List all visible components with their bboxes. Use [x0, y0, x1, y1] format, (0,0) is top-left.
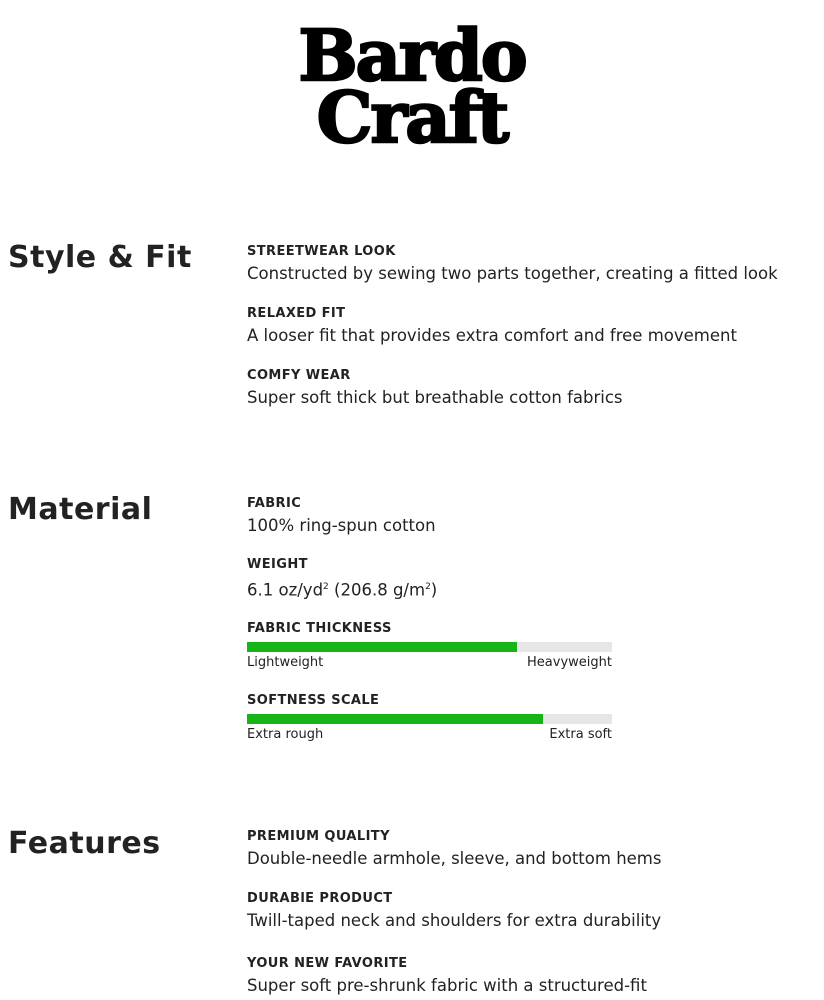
feature-item [247, 368, 817, 409]
scale-min-label: Extra rough [247, 727, 324, 742]
feature-text: Super soft thick but breathable cotton fabrics [247, 388, 623, 407]
scale-track [247, 714, 612, 724]
weight-value: 6.1 oz/yd [247, 580, 324, 600]
logo-line-1: Bardo [298, 18, 526, 97]
feature-item [247, 244, 817, 285]
scale-min-label: Lightweight [247, 655, 324, 670]
feature-item [247, 829, 817, 870]
material-weight [247, 557, 817, 602]
feature-label: YOUR NEW FAVORITE [247, 956, 408, 971]
weight-text [247, 576, 817, 602]
softness-scale [247, 693, 612, 742]
weight-value-sup: 2 [323, 582, 329, 592]
scale-label: SOFTNESS SCALE [247, 693, 380, 708]
weight-metric-suffix: ) [430, 580, 438, 600]
feature-label: PREMIUM QUALITY [247, 829, 390, 844]
weight-label: WEIGHT [247, 557, 308, 572]
material-fabric [247, 496, 817, 537]
section-title-style-fit: Style & Fit [8, 240, 192, 275]
feature-text: Double-needle armhole, sleeve, and bottom hems [247, 849, 662, 868]
fabric-text: 100% ring-spun cotton [247, 516, 436, 535]
feature-label: DURABlE PRODUCT [247, 891, 393, 906]
feature-label: STREETWEAR LOOK [247, 244, 396, 259]
scale-max-label: Extra soft [549, 727, 612, 742]
feature-item [247, 306, 817, 347]
scale-max-label: Heavyweight [527, 655, 612, 670]
fabric-thickness-scale [247, 621, 612, 670]
section-title-features: Features [8, 826, 161, 861]
weight-metric-sup: 2 [425, 582, 431, 592]
scale-label: FABRIC THICKNESS [247, 621, 392, 636]
feature-item [247, 956, 817, 997]
scale-fill [247, 714, 543, 724]
logo-line-2: Craft [316, 76, 508, 148]
weight-metric: (206.8 g/m [328, 580, 426, 600]
feature-item [247, 891, 817, 932]
scale-track [247, 642, 612, 652]
feature-text: A looser fit that provides extra comfort and free movement [247, 326, 737, 345]
feature-text: Twill-taped neck and shoulders for extra durability [247, 911, 662, 930]
brand-logo-wordmark [242, 18, 582, 148]
feature-label: COMFY WEAR [247, 368, 351, 383]
feature-text: Constructed by sewing two parts together, creating a fitted look [247, 264, 778, 283]
brand-logo [0, 18, 824, 148]
feature-label: RELAXED FIT [247, 306, 346, 321]
fabric-label: FABRIC [247, 496, 302, 511]
feature-text: Super soft pre-shrunk fabric with a structured-fit [247, 976, 647, 995]
section-title-material: Material [8, 492, 153, 527]
scale-fill [247, 642, 517, 652]
